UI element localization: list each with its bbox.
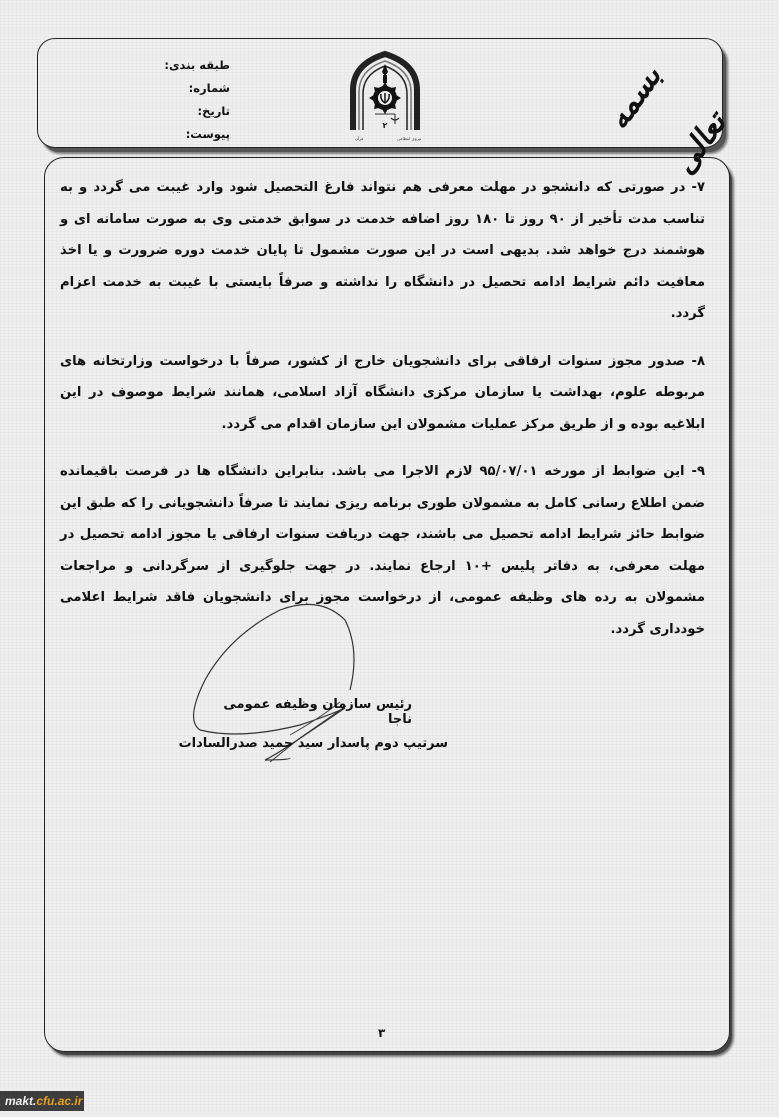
signatory-title: رئیس سازمان وظیفه عمومی ناجا <box>223 697 412 727</box>
clause-8: ۸- صدور مجوز سنوات ارفاقی برای دانشجویان خارج از کشور، صرفاً با درخواست وزارتخانه های مربوطه علوم، بهداشت یا سازمان مرکزی دانشگاه آزاد اسلامی، همانند شرایط موصوف در این ابلاغیه بوده و از طریق مرکز عملیات مشمولان این سازمان اقدام می گردد. <box>60 353 705 432</box>
clause-9: ۹- این ضوابط از مورخه ۹۵/۰۷/۰۱ لازم الاجرا می باشد. بنابراین دانشگاه ها در فرصت باقیمانده ضمن اطلاع رسانی کامل به مشمولان طوری برنامه ریزی نمایند تا صرفاً دانشجویانی را که طبق این ضوابط حائز شرایط ادامه تحصیل می باشند، جهت دریافت سنوات ارفاقی یا مجوز ادامه تحصیل در مهلت معرفی، به دفاتر پلیس +۱۰ ارجاع نمایند. در جهت جلوگیری از سرگردانی و مراجعات مشمولان به رده های وظیفه عمومی، از درخواست مجوز برای دانشجویان فاقد شرایط اعلامی خودداری گردد. <box>60 464 705 637</box>
letter-body <box>60 172 705 661</box>
signatory-name: سرتیپ دوم پاسدار سید حمید صدرالسادات <box>178 736 448 751</box>
svg-text:۲: ۲ <box>382 121 388 130</box>
svg-text:قرآن: قرآن <box>355 136 364 141</box>
date-label: تاریخ: <box>197 104 230 118</box>
watermark-domain: cfu.ac.ir <box>36 1094 83 1108</box>
classification-label: طبقه بندی: <box>164 58 230 72</box>
watermark-prefix: makt. <box>5 1094 37 1108</box>
handwritten-signature-icon <box>180 590 480 790</box>
clause-7: ۷- در صورتی که دانشجو در مهلت معرفی هم نتواند فارغ التحصیل شود وارد غیبت می گردد و به تناسب مدت تأخیر از ۹۰ روز تا ۱۸۰ روز اضافه خدمت در سوابق خدمتی وی به صورت سامانه ای و هوشمند درج خواهد شد. بدیهی است در این صورت مشمول تا پایان خدمت دوره ضرورت و یا اخذ معافیت دائم شرایط ادامه تحصیل در دانشگاه را نداشته و صرفاً بایستی با غیبت به خدمت اعزام گردد. <box>60 180 706 321</box>
bismillah-calligraphy: بسمه تعالی <box>600 59 734 181</box>
page-number: ۳ <box>378 1026 386 1040</box>
number-label: شماره: <box>188 81 230 95</box>
letter-meta-fields <box>140 54 230 146</box>
police-emblem-icon <box>345 50 425 142</box>
site-watermark <box>0 1091 84 1111</box>
attachment-label: پیوست: <box>185 127 230 141</box>
svg-text:نیروی انتظامی: نیروی انتظامی <box>397 136 422 141</box>
